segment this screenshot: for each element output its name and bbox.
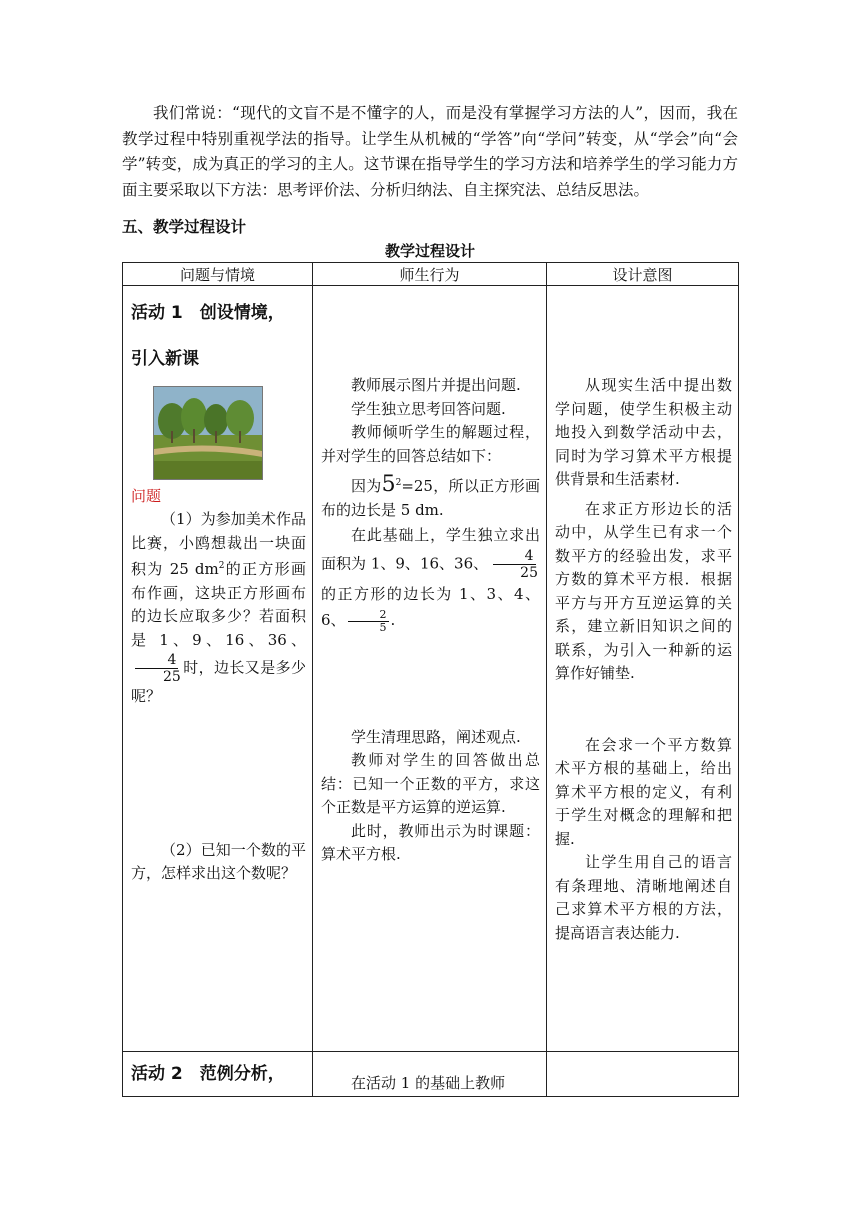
teacher-action-6: 学生清理思路，阐述观点. — [351, 727, 521, 746]
header-design-intent: 设计意图 — [547, 263, 739, 286]
header-teacher-student-actions: 师生行为 — [313, 263, 547, 286]
teacher-action-4-part-b: =25，所以正方形画布的边长是 5 dm. — [321, 477, 540, 519]
teacher-action-7: 教师对学生的回答做出总结：已知一个正数的平方，求这个正数是平方运算的逆运算. — [321, 751, 540, 816]
teacher-action-4 — [313, 472, 546, 522]
question-1-part-a: （1）为参加美术作品比赛，小鸥想裁出一块面积为 25 dm — [131, 510, 306, 578]
activity1-actions-cell — [313, 286, 547, 1052]
design-intent-4: 让学生用自己的语言有条理地、清晰地阐述自己求算术平方根的方法，提高语言表达能力. — [555, 853, 732, 942]
table-header-row — [123, 263, 739, 286]
intro-paragraph: 我们常说：“现代的文盲不是不懂字的人，而是没有掌握学习方法的人”，因而，我在教学过程中特别重视学法的指导。让学生从机械的“学答”向“学问”转变，从“学会”向“会学”转变，成为真正的学习的主人。这节课在指导学生的学习方法和培养学生的学习能力方面主要采取以下方法：思考评价法、分析归纳法、自主探究法、总结反思法。 — [122, 104, 738, 199]
activity2-row — [123, 1052, 739, 1097]
activity1-question-cell — [123, 286, 313, 1052]
fraction-denominator: 25 — [163, 669, 181, 685]
table-caption: 教学过程设计 — [384, 242, 475, 260]
section-heading: 五、教学过程设计 — [122, 218, 247, 236]
teacher-action-5 — [313, 522, 546, 634]
teacher-action-1: 教师展示图片并提出问题. — [351, 376, 521, 394]
question-1-fraction — [133, 652, 181, 685]
teacher-action-5-fraction — [490, 548, 538, 581]
teacher-action-2: 学生独立思考回答问题. — [351, 399, 506, 418]
fraction-numerator: 4 — [493, 548, 536, 565]
fraction-denominator: 5 — [379, 620, 387, 634]
fraction-numerator: 4 — [135, 652, 178, 669]
teacher-action-5-part-c: . — [390, 611, 396, 629]
question-2: （2）已知一个数的平方，怎样求出这个数呢？ — [131, 840, 306, 882]
question-label: 问题 — [131, 487, 162, 505]
design-intent-1: 从现实生活中提出数学问题，使学生积极主动地投入到数学活动中去，同时为学习算术平方根提供背景和生活素材. — [555, 376, 732, 488]
activity2-teacher-action-1: 在活动 1 的基础上教师 — [351, 1074, 506, 1092]
teaching-process-table — [122, 262, 739, 1097]
fraction-denominator: 25 — [520, 565, 538, 581]
teacher-action-8: 此时，教师出示为时课题：算术平方根. — [321, 821, 540, 863]
teacher-action-5-part-a: 在此基础上，学生独立求出面积为 1、9、16、36、 — [321, 526, 540, 573]
activity2-intent-cell — [547, 1052, 739, 1097]
question-1-part-b: 的正方形画布作画，这块正方形画布的边长应取多少？若面积是 1、9、16、 — [131, 560, 306, 649]
activity2-question-cell — [123, 1052, 313, 1097]
teacher-action-5-fraction-2 — [348, 609, 389, 634]
activity1-intent-cell — [547, 286, 739, 1052]
teacher-action-3: 教师倾听学生的解题过程，并对学生的回答总结如下： — [321, 423, 540, 465]
activity2-actions-cell — [313, 1052, 547, 1097]
question-1-part-c: 36、 — [267, 630, 306, 649]
design-intent-3: 在会求一个平方数算术平方根的基础上，给出算术平方根的定义，有利于学生对概念的理解和把握. — [555, 735, 732, 848]
teacher-action-4-exponent: 2 — [395, 478, 402, 488]
activity1-row — [123, 286, 739, 1052]
activity1-title-line2: 引入新课 — [131, 349, 199, 369]
teacher-action-4-base: 5 — [381, 472, 396, 497]
fraction-numerator: 2 — [348, 609, 389, 622]
activity1-title-line1: 活动 1 创设情境， — [131, 303, 285, 323]
activity2-title: 活动 2 范例分析， — [131, 1064, 285, 1084]
teacher-action-4-part-a: 因为 — [351, 477, 382, 495]
question-1-exponent: 2 — [218, 561, 225, 571]
question-1-part-d: 时，边长又是多少呢？ — [131, 658, 306, 705]
landscape-painting-image — [153, 386, 263, 480]
header-question-situation: 问题与情境 — [123, 263, 313, 286]
design-intent-2: 在求正方形边长的活动中，从学生已有求一个数平方的经验出发，求平方数的算术平方根．根据平方与开方互逆运算的关系，建立新旧知识之间的联系，为引入一种新的运算作好铺垫. — [555, 499, 732, 682]
activity1-title — [123, 286, 312, 382]
question-1 — [123, 508, 312, 709]
teacher-action-5-part-b: 的正方形的边长为 1、3、4、6、 — [321, 585, 540, 629]
